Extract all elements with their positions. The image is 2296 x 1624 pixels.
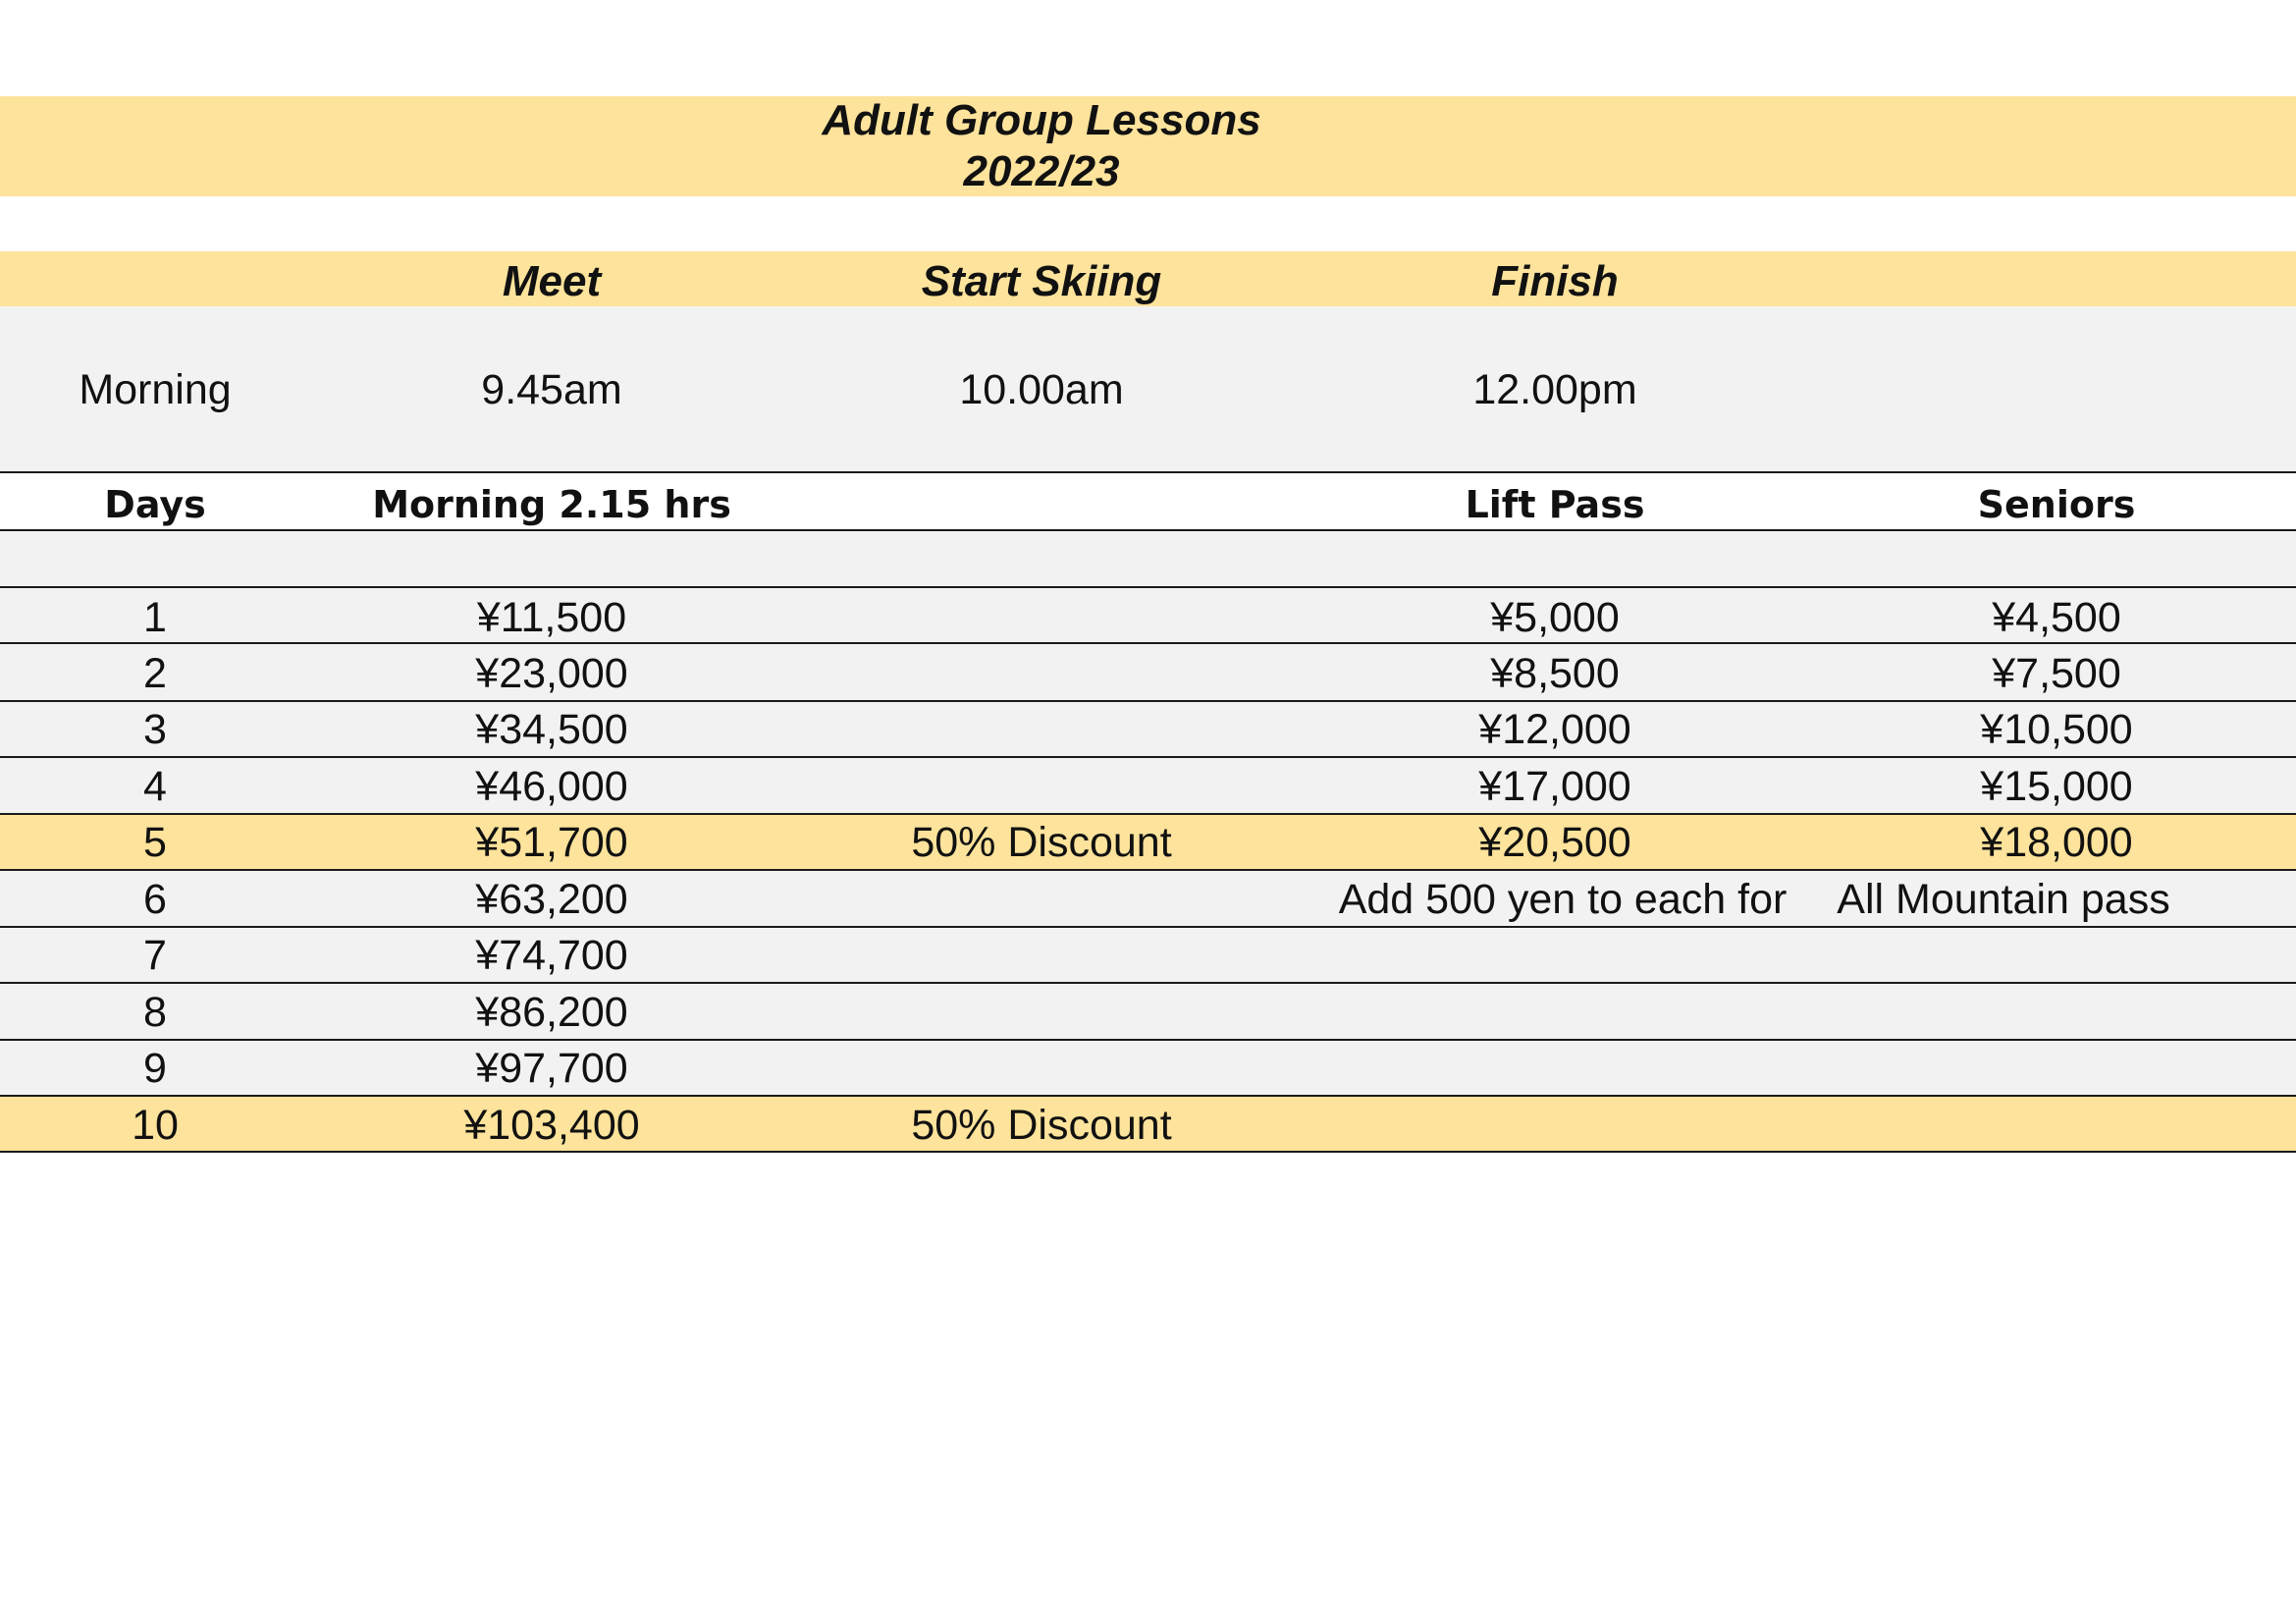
schedule-start-time: 10.00am <box>959 366 1124 413</box>
table-row <box>0 702 2296 756</box>
days-cell: 10 <box>132 1102 179 1149</box>
table-row <box>0 984 2296 1039</box>
days-cell: 5 <box>143 819 167 866</box>
lift-pass-cell: ¥5,000 <box>1490 594 1620 641</box>
price-cell: ¥86,200 <box>475 989 628 1036</box>
days-cell: 1 <box>143 594 167 641</box>
price-cell: ¥11,500 <box>476 594 627 641</box>
price-cell: ¥34,500 <box>475 706 628 753</box>
days-cell: 8 <box>143 989 167 1036</box>
table-row <box>0 644 2296 700</box>
price-cell: ¥103,400 <box>463 1102 640 1149</box>
lift-pass-cell: ¥12,000 <box>1478 706 1631 753</box>
header-lift-pass: Lift Pass <box>1465 483 1645 526</box>
seniors-cell: ¥15,000 <box>1980 763 2133 810</box>
schedule-header-finish: Finish <box>1491 257 1619 305</box>
price-cell: ¥74,700 <box>475 932 628 979</box>
seniors-cell: ¥4,500 <box>1992 594 2121 641</box>
days-cell: 4 <box>143 763 167 810</box>
lift-pass-cell: ¥20,500 <box>1478 819 1631 866</box>
schedule-label-morning: Morning <box>79 366 232 413</box>
price-cell: ¥46,000 <box>475 763 628 810</box>
days-cell: 9 <box>143 1045 167 1092</box>
price-cell: ¥23,000 <box>475 650 628 697</box>
price-cell: ¥63,200 <box>475 876 628 923</box>
price-cell: ¥97,700 <box>475 1045 628 1092</box>
title-line-1: Adult Group Lessons <box>822 96 1261 144</box>
table-row <box>0 758 2296 813</box>
title-line-2: 2022/23 <box>963 147 1120 195</box>
days-cell: 2 <box>143 650 167 697</box>
all-mountain-note-part-1: Add 500 yen to each for <box>1338 876 1788 923</box>
header-morning: Morning 2.15 hrs <box>372 483 731 526</box>
header-days: Days <box>104 483 206 526</box>
seniors-cell: ¥18,000 <box>1980 819 2133 866</box>
discount-note: 50% Discount <box>911 1102 1172 1149</box>
schedule-finish-time: 12.00pm <box>1472 366 1637 413</box>
days-cell: 7 <box>143 932 167 979</box>
schedule-header-start-skiing: Start Skiing <box>921 257 1162 305</box>
price-cell: ¥51,700 <box>475 819 628 866</box>
days-cell: 6 <box>143 876 167 923</box>
seniors-cell: ¥7,500 <box>1992 650 2121 697</box>
lift-pass-cell: ¥8,500 <box>1490 650 1620 697</box>
header-seniors: Seniors <box>1977 483 2136 526</box>
schedule-header-meet: Meet <box>502 257 602 305</box>
discount-note: 50% Discount <box>911 819 1172 866</box>
table-row <box>0 1041 2296 1095</box>
schedule-row <box>0 306 2296 471</box>
days-cell: 3 <box>143 706 167 753</box>
all-mountain-note-part-2: All Mountain pass <box>1837 876 2170 923</box>
spacer-row <box>0 531 2296 586</box>
seniors-cell: ¥10,500 <box>1980 706 2133 753</box>
rule <box>0 1151 2296 1153</box>
rule <box>0 471 2296 473</box>
table-row <box>0 588 2296 642</box>
lift-pass-cell: ¥17,000 <box>1478 763 1631 810</box>
schedule-meet-time: 9.45am <box>481 366 622 413</box>
table-row <box>0 928 2296 982</box>
